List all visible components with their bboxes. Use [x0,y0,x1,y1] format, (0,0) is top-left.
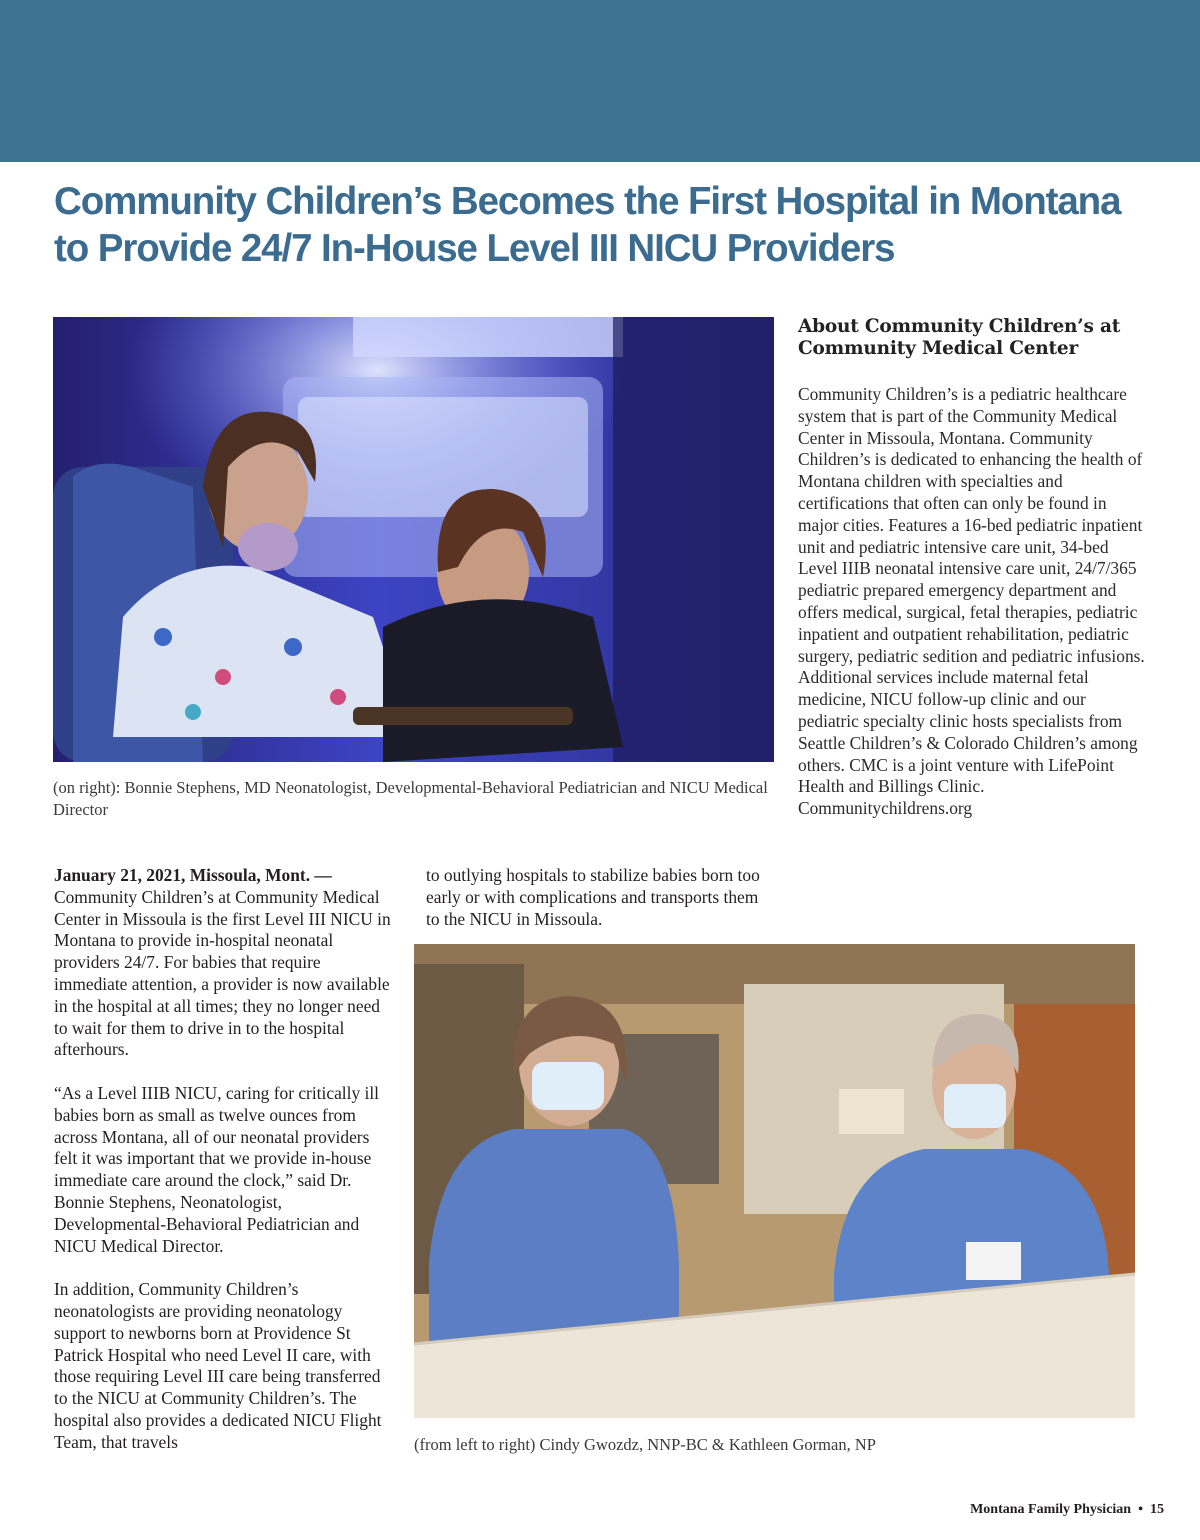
article-lead: Community Children’s at Community Medical Center in Missoula is the first Level III NICU in Montana to provide in-hospital neonatal providers 24/7. For babies that require immediate attention, a provider is now available in the hospital at all times; they no longer need to wait for them to drive in to the hospital afterhours. [54,886,391,1060]
article-column-2 [426,865,771,930]
publication-name: Montana Family Physician [970,1502,1132,1517]
page-footer [970,1502,1164,1518]
footer-bullet: • [1138,1502,1143,1517]
sidebar-body: Community Children’s is a pediatric healthcare system that is part of the Community Medical Center in Missoula, Montana. Community Children’s is dedicated to enhancing the health of Montana children with specialties and certifications that often can only be found in major cities. Features a 16-bed pediatric inpatient unit and pediatric intensive care unit, 34-bed Level IIIB neonatal intensive care unit, 24/7/365 pediatric prepared emergency department and offers medical, surgical, fetal therapies, pediatric inpatient and outpatient rehabilitation, pediatric surgery, pediatric sedition and pediatric infusions. Additional services include maternal fetal medicine, NICU follow-up clinic and our pediatric specialty clinic hosts specialists from Seattle Children’s & Colorado Children’s among others. CMC is a joint venture with LifePoint Health and Billings Clinic. Communitychildrens.org [798,384,1145,819]
photo-1-caption: (on right): Bonnie Stephens, MD Neonatologist, Developmental-Behavioral Pediatrician and NICU Medical Director [53,778,768,819]
photo-2-caption: (from left to right) Cindy Gwozdz, NNP-BC & Kathleen Gorman, NP [414,1435,876,1454]
sidebar-title: About Community Children’s at Community Medical Center [798,316,1121,359]
article-paragraph-1 [54,865,394,1061]
headline-line-2: to Provide 24/7 In-House Level III NICU Providers [54,227,895,270]
article-paragraph-3: In addition, Community Children’s neonatologists are providing neonatology support to newborns born at Providence St Patrick Hospital who need Level II care, with those requiring Level III care being transferred to the NICU at Community Children’s. The hospital also provides a dedicated NICU Flight Team, that travels [54,1279,382,1452]
headline-line-1: Community Children’s Becomes the First Hospital in Montana [54,180,1121,223]
page-number: 15 [1150,1502,1164,1517]
article-dateline: January 21, 2021, Missoula, Mont. — [54,865,332,885]
article-paragraph-3-continued: to outlying hospitals to stabilize babies born too early or with complications and transports them to the NICU in Missoula. [426,865,760,929]
article-headline [54,178,1164,272]
nicu-mother-baby-photo [53,317,774,762]
about-sidebar [798,316,1150,820]
header-color-band [0,0,1200,162]
article-column-1 [54,865,394,1475]
article-paragraph-2: “As a Level IIIB NICU, caring for critically ill babies born as small as twelve ounces from across Montana, all of our neonatal providers felt it was important that we provide in-house immediate care around the clock,” said Dr. Bonnie Stephens, Neonatologist, Developmental-Behavioral Pediatrician and NICU Medical Director. [54,1082,379,1256]
nurse-practitioners-photo [414,944,1135,1418]
